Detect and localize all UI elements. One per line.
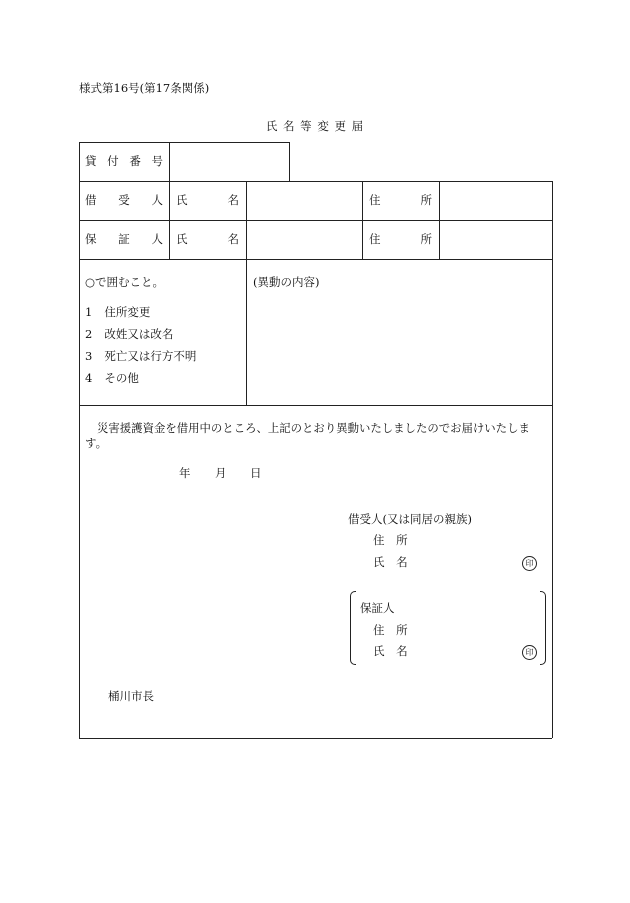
borrower-name-label-char-1: 氏	[176, 193, 188, 207]
borrower-label-char-2: 受	[118, 193, 130, 207]
guarantor-label-char-3: 人	[151, 232, 163, 246]
row-border-3	[79, 259, 552, 260]
table-bottom-border	[79, 738, 552, 739]
loan-number-label-text	[85, 156, 163, 168]
option-item-1[interactable]	[85, 307, 150, 319]
loan-number-label-char: 号	[151, 154, 163, 168]
option-item-2[interactable]	[85, 329, 173, 341]
borrower-address-label	[369, 195, 432, 207]
option-item-4[interactable]	[85, 373, 139, 385]
option-number: 4	[85, 371, 93, 385]
date-year: 年	[179, 466, 191, 480]
row-border-1	[79, 181, 552, 182]
borrower-seal-icon: 印	[522, 556, 537, 571]
loan-number-label-char: 付	[107, 154, 119, 168]
addressee: 桶川市長	[108, 689, 154, 703]
guarantor-address-label-char-1: 住	[369, 232, 381, 246]
borrower-name-label-char-2: 名	[227, 193, 239, 207]
guarantor-sign-address: 住 所	[373, 623, 412, 637]
table-right-border	[552, 181, 553, 738]
guarantor-address-label-char-2: 所	[420, 232, 432, 246]
guarantor-address-label	[369, 234, 432, 246]
guarantor-label-char-1: 保	[85, 232, 97, 246]
row-border-2	[79, 220, 552, 221]
option-number: 1	[85, 305, 93, 319]
row-border-4	[79, 405, 552, 406]
option-number: 3	[85, 349, 93, 363]
date-month: 月	[215, 466, 227, 480]
page-title: 氏 名 等 変 更 届	[265, 119, 365, 133]
borrower-sign-heading: 借受人(又は同居の親族)	[348, 512, 472, 526]
options-divider	[246, 259, 247, 405]
borrower-label	[85, 195, 163, 207]
statement-line-2: す。	[85, 436, 108, 450]
name-label-divider	[246, 181, 247, 259]
guarantor-seal-icon: 印	[522, 645, 537, 660]
loan-number-label	[85, 156, 163, 168]
option-text: 死亡又は行方不明	[104, 349, 197, 363]
guarantor-bracket-left	[350, 591, 356, 665]
option-item-3[interactable]	[85, 351, 196, 363]
guarantor-sign-heading: 保証人	[360, 601, 395, 615]
borrower-sign-address: 住 所	[373, 533, 412, 547]
loan-box-top-border	[79, 142, 289, 143]
option-number: 2	[85, 327, 93, 341]
name-value-divider	[362, 181, 363, 259]
loan-number-label-char: 番	[129, 154, 141, 168]
guarantor-name-label-char-2: 名	[227, 232, 239, 246]
form-number: 様式第16号(第17条関係)	[79, 81, 210, 95]
option-text: 住所変更	[104, 305, 151, 319]
option-text: その他	[104, 371, 139, 385]
guarantor-sign-name: 氏 名	[373, 644, 412, 658]
loan-number-label-char: 貸	[85, 154, 97, 168]
guarantor-label	[85, 234, 163, 246]
change-details-label: (異動の内容)	[253, 275, 320, 289]
statement-line-1: 災害援護資金を借用中のところ、上記のとおり異動いたしましたのでお届けいたしま	[97, 421, 530, 435]
person-label-divider	[169, 181, 170, 259]
borrower-address-label-char-1: 住	[369, 193, 381, 207]
guarantor-bracket-right	[540, 591, 546, 665]
guarantor-name-label-char-1: 氏	[176, 232, 188, 246]
borrower-sign-name: 氏 名	[373, 555, 412, 569]
options-instruction: ○で囲むこと。	[85, 275, 165, 289]
guarantor-label-char-2: 証	[118, 232, 130, 246]
option-text: 改姓又は改名	[104, 327, 174, 341]
guarantor-name-label	[176, 234, 239, 246]
date-day: 日	[250, 466, 262, 480]
borrower-label-char-1: 借	[85, 193, 97, 207]
loan-label-divider	[169, 142, 170, 181]
borrower-address-label-char-2: 所	[420, 193, 432, 207]
borrower-name-label	[176, 195, 239, 207]
loan-box-right-border	[289, 142, 290, 181]
address-label-divider	[439, 181, 440, 259]
table-left-border	[79, 142, 80, 738]
borrower-label-char-3: 人	[151, 193, 163, 207]
